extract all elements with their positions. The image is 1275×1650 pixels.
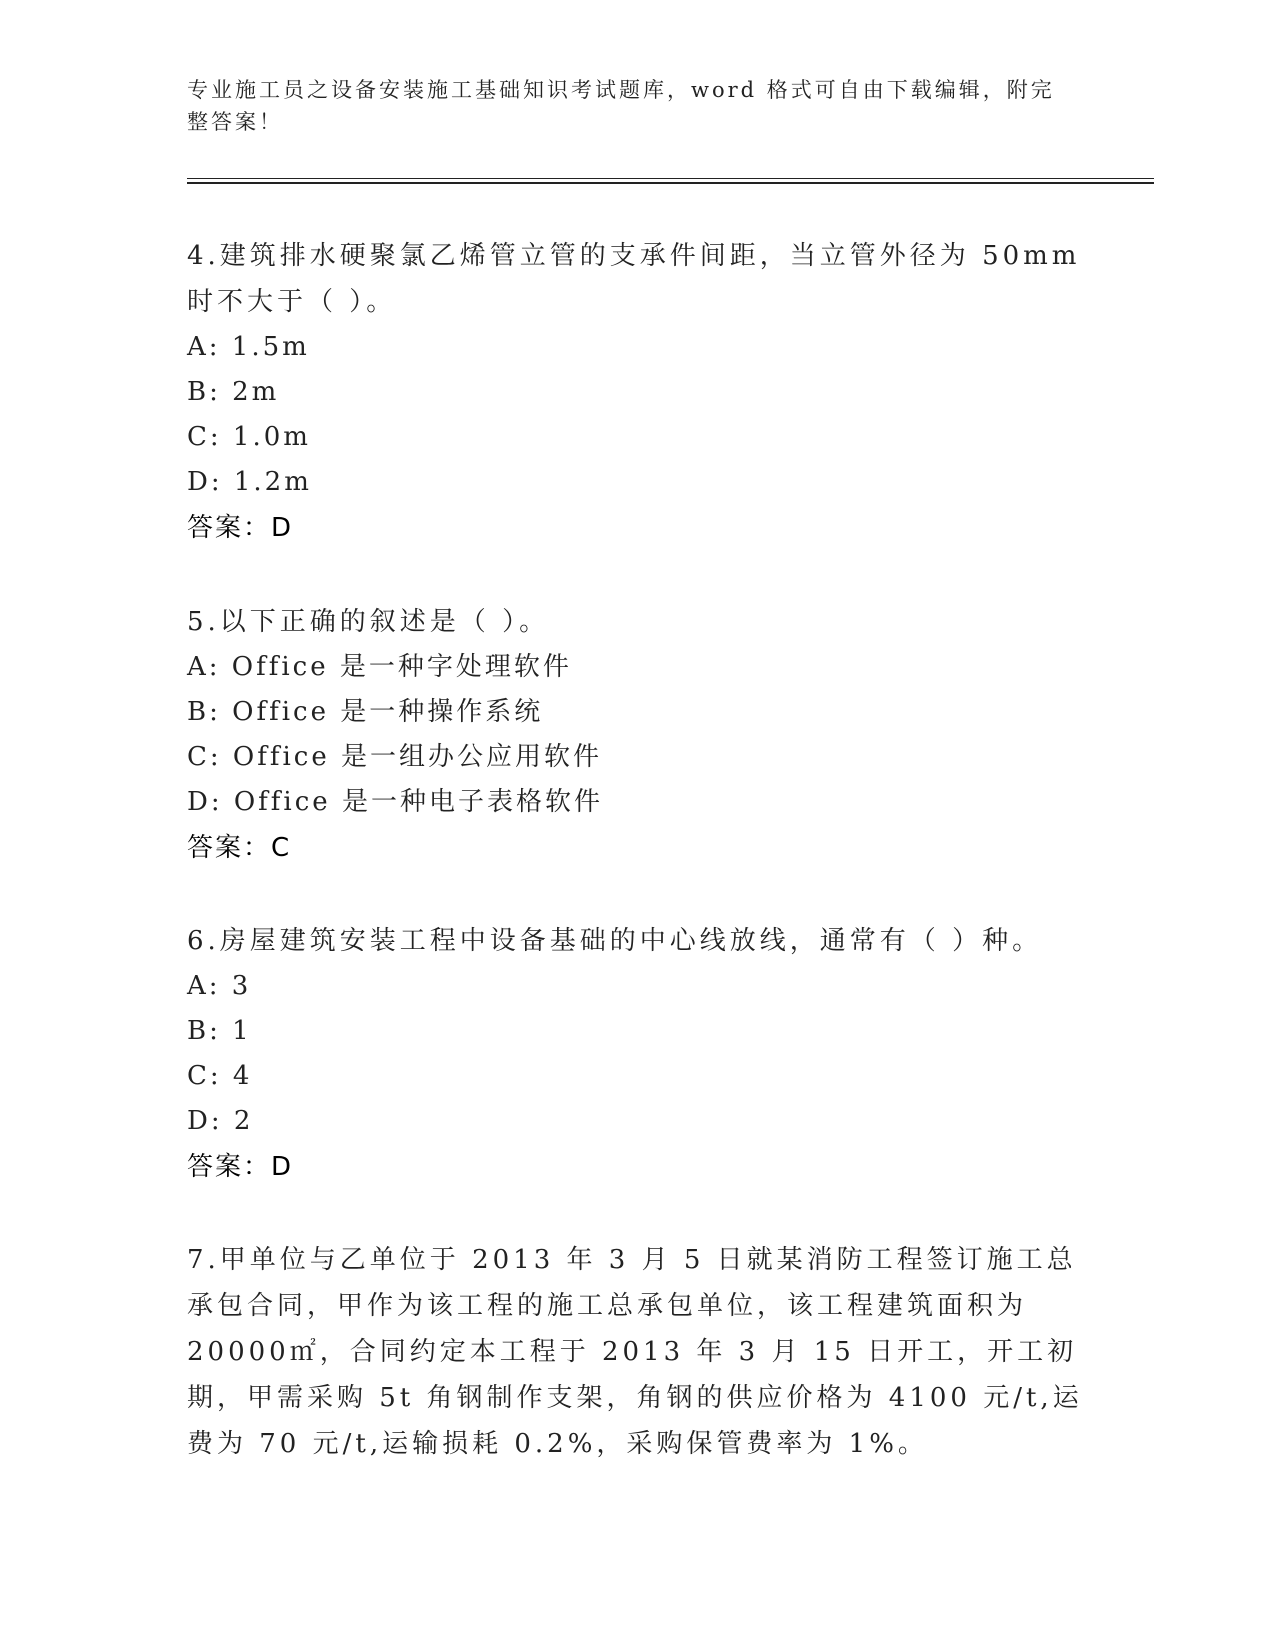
answer-label: 答案：C: [187, 833, 292, 863]
option-b: B: 1: [187, 1016, 252, 1046]
option-d: D: Office 是一种电子表格软件: [187, 787, 603, 817]
question-6: [187, 918, 1087, 1190]
question-stem: 6.房屋建筑安装工程中设备基础的中心线放线，通常有（ ）种。: [187, 926, 1043, 956]
option-d: D: 1.2m: [187, 467, 312, 497]
question-stem: 4.建筑排水硬聚氯乙烯管立管的支承件间距，当立管外径为 50mm 时不大于（ ）。: [187, 241, 1081, 317]
answer-label: 答案：D: [187, 513, 294, 543]
question-stem: 7.甲单位与乙单位于 2013 年 3 月 5 日就某消防工程签订施工总承包合同，甲作为该工程的施工总承包单位，该工程建筑面积为 20000㎡，合同约定本工程于 2013 年 3 月 15 日开工，开工初期，甲需采购 5t 角钢制作支架，角钢的供应价格为 4100 元/t,运费为 70 元/t,运输损耗 0.2%，采购保管费率为 1%。: [187, 1245, 1083, 1459]
option-b: B: Office 是一种操作系统: [187, 697, 544, 727]
option-c: C: Office 是一组办公应用软件: [187, 742, 603, 772]
question-stem: 5.以下正确的叙述是（ ）。: [187, 607, 550, 637]
option-c: C: 1.0m: [187, 422, 311, 452]
header-divider-thin: [187, 178, 1154, 179]
option-d: D: 2: [187, 1106, 254, 1136]
question-5: [187, 599, 1087, 871]
option-b: B: 2m: [187, 377, 280, 407]
question-7: [187, 1237, 1087, 1467]
document-header: 专业施工员之设备安装施工基础知识考试题库，word 格式可自由下载编辑，附完整答案！: [187, 78, 1055, 134]
question-4: [187, 233, 1087, 551]
option-a: A: 3: [187, 971, 252, 1001]
option-a: A: 1.5m: [187, 332, 310, 362]
option-a: A: Office 是一种字处理软件: [187, 652, 572, 682]
answer-label: 答案：D: [187, 1152, 294, 1182]
header-divider-thick: [187, 182, 1154, 184]
option-c: C: 4: [187, 1061, 253, 1091]
